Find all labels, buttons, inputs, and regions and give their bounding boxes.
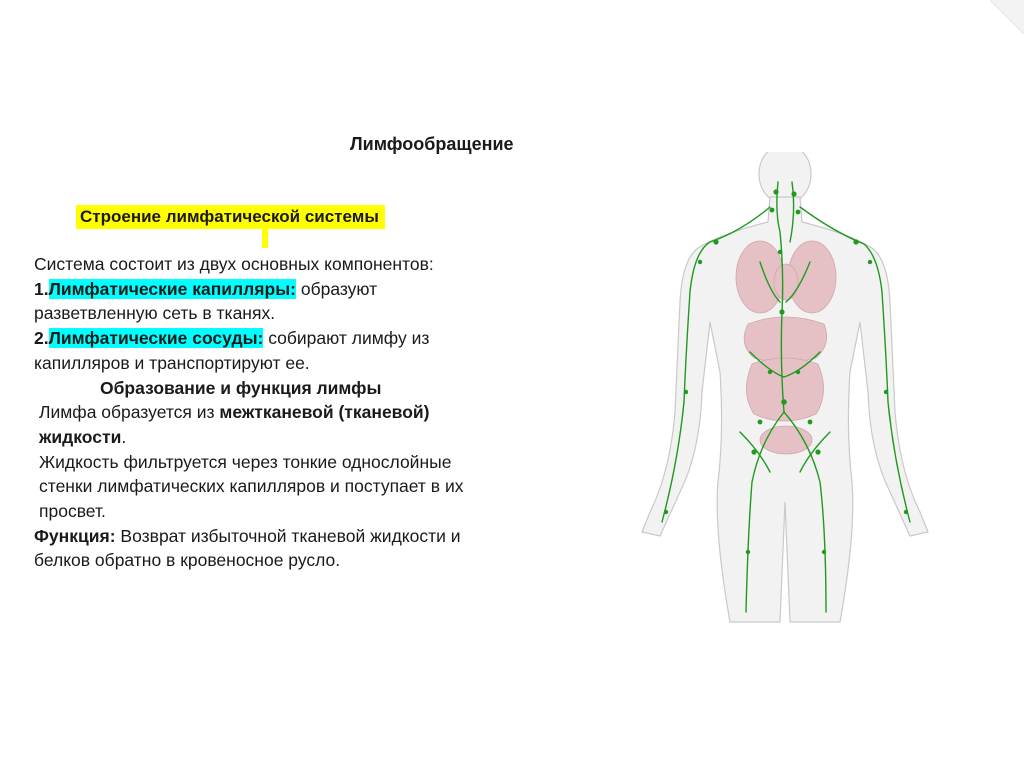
lymphatic-system-figure — [620, 152, 950, 624]
list-item-capillaries — [34, 277, 504, 326]
bold-term-fluid: межтканевой (тканевой) жидкости — [39, 402, 430, 447]
paragraph-filtration: Жидкость фильтруется через тонкие однослойные стенки лимфатических капилляров и поступает в их просвет. — [39, 451, 464, 522]
term-vessels: Лимфатические сосуды: — [48, 328, 264, 349]
slide-title: Лимфообращение — [350, 134, 514, 154]
lymphatic-system-icon — [620, 152, 950, 624]
item-number: 2. — [34, 328, 49, 349]
term-capillaries: Лимфатические капилляры: — [48, 278, 296, 299]
page-fold-corner — [990, 0, 1024, 34]
function-label: Функция: — [34, 525, 116, 546]
intro-text: Система состоит из двух основных компонентов: — [34, 254, 434, 274]
section-subtitle: Строение лимфатической системы — [76, 205, 385, 229]
item-number: 1. — [34, 278, 49, 299]
item-description: образуют разветвленную сеть в тканях. — [34, 278, 378, 324]
paragraph-function: Функция: Возврат избыточной тканевой жидкости и белков обратно в кровеносное русло. — [34, 525, 461, 571]
paragraph-lymph-origin: Лимфа образуется из межтканевой (тканевой) жидкости. — [39, 402, 430, 447]
body-text — [34, 252, 504, 573]
list-item-vessels — [34, 326, 504, 375]
section-heading: Образование и функция лимфы — [100, 377, 382, 398]
item-description: собирают лимфу из капилляров и транспортируют ее. — [34, 328, 430, 373]
highlight-marker — [262, 228, 268, 248]
